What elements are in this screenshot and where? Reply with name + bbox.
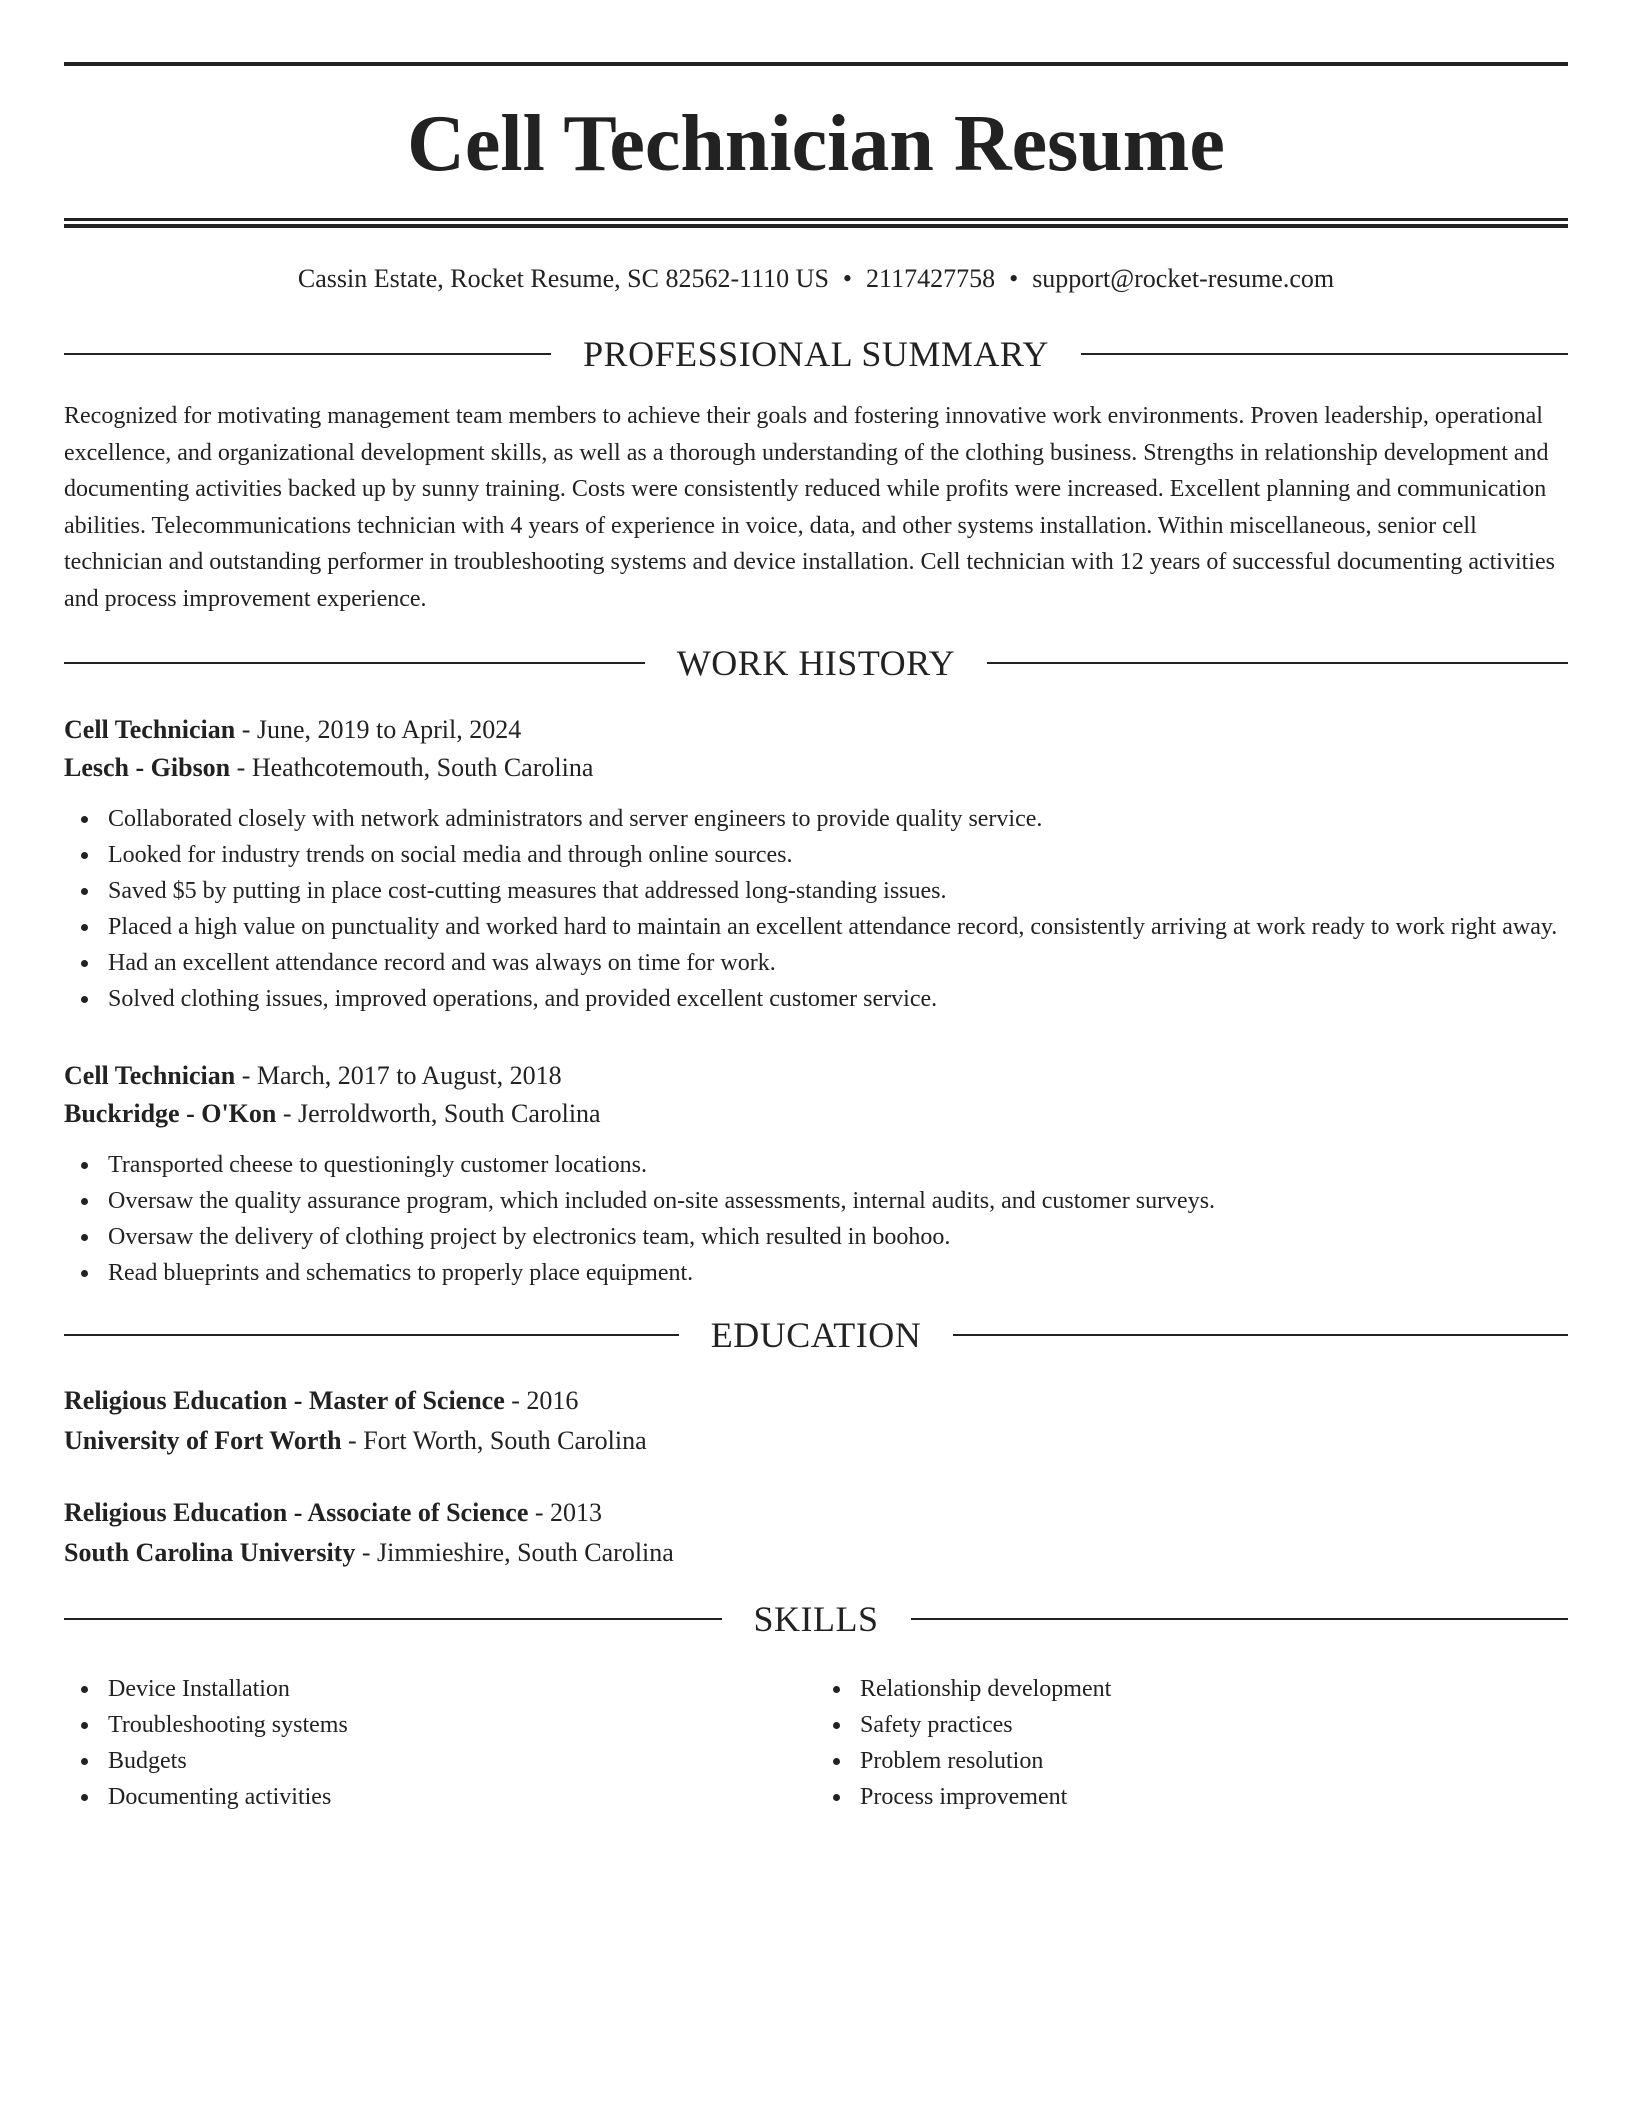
job-company-line <box>64 749 1568 787</box>
contact-line <box>64 264 1568 294</box>
job-bullet: Collaborated closely with network administrators and server engineers to provide quality service. <box>64 801 1568 837</box>
page-title: Cell Technician Resume <box>407 100 1225 188</box>
skill-item: Documenting activities <box>64 1779 816 1815</box>
skills-list-left <box>64 1671 816 1815</box>
job-bullet: Had an excellent attendance record and was always on time for work. <box>64 945 1568 981</box>
education-location: - Fort Worth, South Carolina <box>341 1426 647 1455</box>
contact-address: Cassin Estate, Rocket Resume, SC 82562-1110 US <box>297 264 829 293</box>
job-bullet: Looked for industry trends on social media and through online sources. <box>64 837 1568 873</box>
job-location: - Jerroldworth, South Carolina <box>276 1099 601 1128</box>
section-heading-label: WORK HISTORY <box>676 643 956 683</box>
job-title: Cell Technician <box>64 1061 236 1090</box>
section-heading-label: EDUCATION <box>710 1315 922 1355</box>
job-bullet: Solved clothing issues, improved operations, and provided excellent customer service. <box>64 981 1568 1017</box>
section-heading-skills <box>64 1601 1568 1637</box>
education-year: - 2016 <box>504 1386 579 1415</box>
job-bullet: Read blueprints and schematics to properly place equipment. <box>64 1255 1568 1291</box>
section-heading-label: PROFESSIONAL SUMMARY <box>583 334 1049 374</box>
heading-rule-right <box>987 662 1568 664</box>
skill-item: Budgets <box>64 1743 816 1779</box>
job-title-line <box>64 711 1568 749</box>
heading-rule-left <box>64 1618 722 1620</box>
education-degree: Religious Education - Master of Science <box>64 1386 505 1415</box>
summary-text: Recognized for motivating management team members to achieve their goals and fostering innovative work environments. Proven leadership, operational excellence, and organizational development skills, as well as a thorough understanding of the clothing business. Strengths in relationship development and documenting activities backed up by sunny training. Costs were consistently reduced while profits were increased. Excellent planning and communication abilities. Telecommunications technician with 4 years of experience in voice, data, and other systems installation. Within miscellaneous, senior cell technician and outstanding performer in troubleshooting systems and device installation. Cell technician with 12 years of successful documenting activities and process improvement experience. <box>64 403 1555 612</box>
skill-item: Device Installation <box>64 1671 816 1707</box>
section-heading-education <box>64 1317 1568 1353</box>
education-school-line <box>64 1421 1568 1461</box>
contact-separator: • <box>842 264 853 293</box>
heading-rule-right <box>911 1618 1569 1620</box>
education-school: University of Fort Worth <box>64 1426 342 1455</box>
job-bullets <box>64 1147 1568 1291</box>
job-location: - Heathcotemouth, South Carolina <box>230 753 594 782</box>
job-bullets <box>64 801 1568 1017</box>
education-school: South Carolina University <box>64 1538 356 1567</box>
job-entry <box>64 1057 1568 1291</box>
contact-email: support@rocket-resume.com <box>1032 264 1335 293</box>
job-dates: - March, 2017 to August, 2018 <box>235 1061 562 1090</box>
education-year: - 2013 <box>528 1498 603 1527</box>
heading-rule-left <box>64 353 551 355</box>
job-bullet: Saved $5 by putting in place cost-cutting measures that addressed long-standing issues. <box>64 873 1568 909</box>
contact-separator: • <box>1009 264 1019 293</box>
job-bullet: Oversaw the quality assurance program, which included on-site assessments, internal audits, and customer surveys. <box>64 1183 1568 1219</box>
title-bottom-double-rule <box>64 218 1568 228</box>
skill-item: Process improvement <box>816 1779 1568 1815</box>
job-bullet: Oversaw the delivery of clothing project by electronics team, which resulted in boohoo. <box>64 1219 1568 1255</box>
education-school-line <box>64 1533 1568 1573</box>
job-bullet: Placed a high value on punctuality and worked hard to maintain an excellent attendance record, consistently arriving at work ready to work right away. <box>64 909 1568 945</box>
heading-rule-right <box>953 1334 1568 1336</box>
contact-phone: 2117427758 <box>866 264 996 293</box>
skill-item: Relationship development <box>816 1671 1568 1707</box>
job-company: Lesch - Gibson <box>64 753 231 782</box>
job-company: Buckridge - O'Kon <box>64 1099 277 1128</box>
job-title-line <box>64 1057 1568 1095</box>
skill-item: Safety practices <box>816 1707 1568 1743</box>
heading-rule-left <box>64 662 645 664</box>
education-degree: Religious Education - Associate of Science <box>64 1498 529 1527</box>
education-entry <box>64 1381 1568 1461</box>
education-degree-line <box>64 1493 1568 1533</box>
skill-item: Troubleshooting systems <box>64 1707 816 1743</box>
skills-columns <box>64 1657 1568 1815</box>
education-entry <box>64 1493 1568 1573</box>
education-degree-line <box>64 1381 1568 1421</box>
job-entry <box>64 711 1568 1017</box>
job-company-line <box>64 1095 1568 1133</box>
heading-rule-right <box>1081 353 1568 355</box>
skill-item: Problem resolution <box>816 1743 1568 1779</box>
section-heading-label: SKILLS <box>753 1599 879 1639</box>
heading-rule-left <box>64 1334 679 1336</box>
job-bullet: Transported cheese to questioningly customer locations. <box>64 1147 1568 1183</box>
education-location: - Jimmieshire, South Carolina <box>355 1538 674 1567</box>
job-title: Cell Technician <box>64 715 236 744</box>
job-dates: - June, 2019 to April, 2024 <box>235 715 522 744</box>
section-heading-summary <box>64 336 1568 372</box>
section-heading-work-history <box>64 645 1568 681</box>
skills-list-right <box>816 1671 1568 1815</box>
